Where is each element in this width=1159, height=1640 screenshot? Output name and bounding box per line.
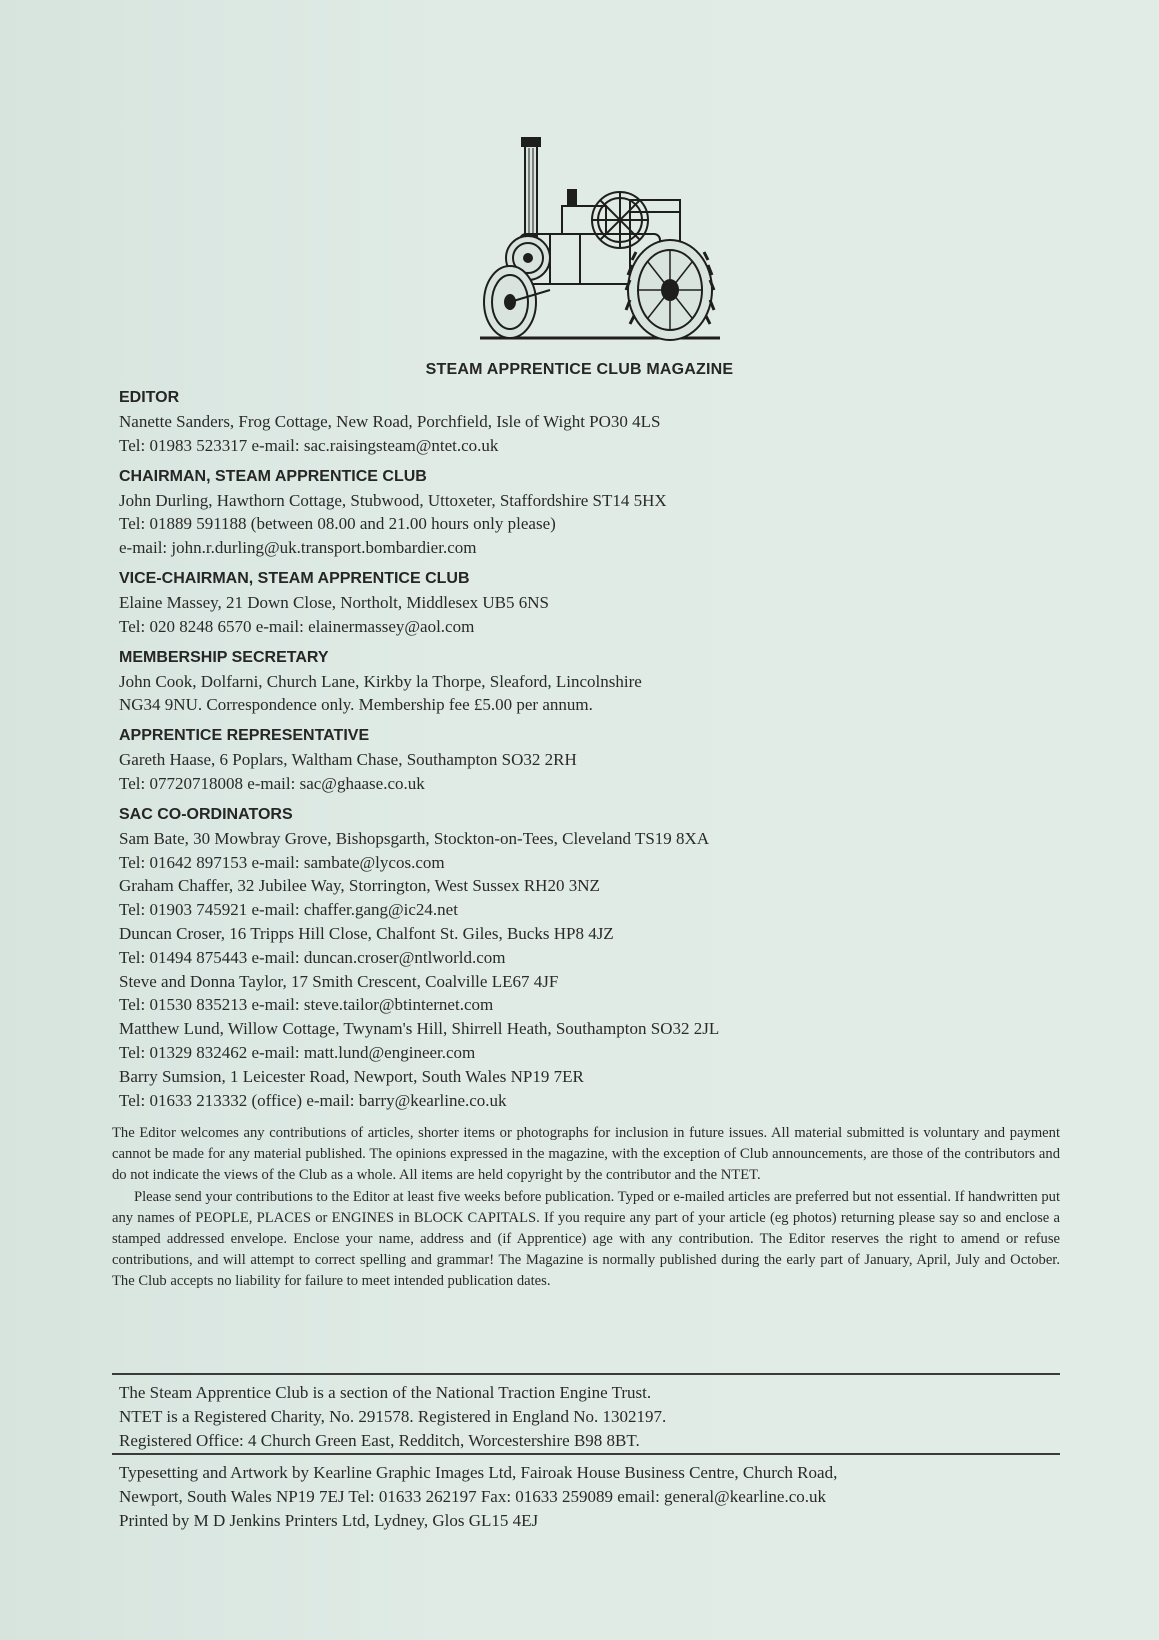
contact-line: Tel: 01903 745921 e-mail: chaffer.gang@ic24.net bbox=[119, 900, 458, 920]
section-chairman bbox=[119, 467, 1069, 560]
contact-line: Nanette Sanders, Frog Cottage, New Road, Porchfield, Isle of Wight PO30 4LS bbox=[119, 412, 661, 431]
printer-info bbox=[119, 1461, 1059, 1532]
magazine-title: STEAM APPRENTICE CLUB MAGAZINE bbox=[425, 361, 734, 378]
section-heading: VICE-CHAIRMAN, STEAM APPRENTICE CLUB bbox=[119, 569, 470, 587]
contact-line: John Cook, Dolfarni, Church Lane, Kirkby la Thorpe, Sleaford, Lincolnshire bbox=[119, 671, 642, 691]
contact-line: Steve and Donna Taylor, 17 Smith Crescent, Coalville LE67 4JF bbox=[119, 971, 559, 991]
printer-line: Typesetting and Artwork by Kearline Graphic Images Ltd, Fairoak House Business Centre, Church Road, bbox=[119, 1463, 838, 1482]
contact-line: Gareth Haase, 6 Poplars, Waltham Chase, Southampton SO32 2RH bbox=[119, 750, 577, 770]
section-membership-secretary bbox=[119, 648, 1069, 718]
traction-engine-logo bbox=[480, 130, 720, 355]
contact-line: Graham Chaffer, 32 Jubilee Way, Storrington, West Sussex RH20 3NZ bbox=[119, 876, 600, 896]
charity-line: Registered Office: 4 Church Green East, Redditch, Worcestershire B98 8BT. bbox=[119, 1430, 640, 1450]
section-heading: APPRENTICE REPRESENTATIVE bbox=[119, 727, 370, 745]
contact-line: e-mail: john.r.durling@uk.transport.bombardier.com bbox=[119, 538, 477, 558]
contact-line: Tel: 01642 897153 e-mail: sambate@lycos.com bbox=[119, 852, 445, 872]
notice-paragraph: The Editor welcomes any contributions of articles, shorter items or photographs for inclusion in future issues. All material submitted is voluntary and payment cannot be made for any material published. The opinions expressed in the magazine, with the exception of Club announcements, are those of the contributors and do not indicate the views of the Club as a whole. All items are held copyright by the contributor and the NTET. bbox=[112, 1125, 1060, 1184]
divider bbox=[112, 1453, 1060, 1455]
charity-line: The Steam Apprentice Club is a section of the National Traction Engine Trust. bbox=[119, 1383, 652, 1402]
printer-line: Newport, South Wales NP19 7EJ Tel: 01633 262197 Fax: 01633 259089 email: general@kearline.co.uk bbox=[119, 1486, 827, 1506]
charity-line: NTET is a Registered Charity, No. 291578. Registered in England No. 1302197. bbox=[119, 1406, 667, 1426]
divider bbox=[112, 1373, 1060, 1375]
section-heading: EDITOR bbox=[119, 389, 180, 406]
contact-line: Matthew Lund, Willow Cottage, Twynam's Hill, Shirrell Heath, Southampton SO32 2JL bbox=[119, 1019, 720, 1039]
contact-line: Tel: 020 8248 6570 e-mail: elainermassey@aol.com bbox=[119, 616, 475, 636]
contact-line: Tel: 07720718008 e-mail: sac@ghaase.co.uk bbox=[119, 773, 425, 793]
section-vice-chairman bbox=[119, 569, 1069, 639]
contact-line: Duncan Croser, 16 Tripps Hill Close, Chalfont St. Giles, Bucks HP8 4JZ bbox=[119, 923, 614, 943]
contact-line: Tel: 01889 591188 (between 08.00 and 21.00 hours only please) bbox=[119, 514, 556, 534]
contact-line: NG34 9NU. Correspondence only. Membership fee £5.00 per annum. bbox=[119, 695, 593, 715]
section-heading: CHAIRMAN, STEAM APPRENTICE CLUB bbox=[119, 467, 427, 485]
contact-line: Sam Bate, 30 Mowbray Grove, Bishopsgarth, Stockton-on-Tees, Cleveland TS19 8XA bbox=[119, 828, 710, 848]
contact-line: Elaine Massey, 21 Down Close, Northolt, Middlesex UB5 6NS bbox=[119, 592, 550, 612]
section-heading: MEMBERSHIP SECRETARY bbox=[119, 648, 329, 666]
contact-line: Tel: 01983 523317 e-mail: sac.raisingsteam@ntet.co.uk bbox=[119, 435, 499, 455]
notice-paragraph: Please send your contributions to the Editor at least five weeks before publication. Typed or e-mailed articles are preferred but not essential. If handwritten put any names of PEOPLE, PLACES or ENGINES in BLOCK CAPITALS. If you require any part of your article (eg photos) returning please say so and enclose a stamped addressed envelope. Enclose your name, address and (if Apprentice) age with any contribution. The Editor reserves the right to amend or refuse contributions, and will attempt to correct spelling and grammar! The Magazine is normally published during the early part of January, April, July and October. The Club accepts no liability for failure to meet intended publication dates. bbox=[112, 1188, 1060, 1290]
section-heading: SAC CO-ORDINATORS bbox=[119, 805, 293, 823]
section-editor bbox=[119, 388, 1069, 458]
editorial-notice bbox=[112, 1123, 1060, 1293]
printer-line: Printed by M D Jenkins Printers Ltd, Lydney, Glos GL15 4EJ bbox=[119, 1510, 539, 1530]
contact-line: Tel: 01530 835213 e-mail: steve.tailor@btinternet.com bbox=[119, 995, 494, 1015]
charity-info bbox=[119, 1381, 1059, 1452]
contact-line: Barry Sumsion, 1 Leicester Road, Newport, South Wales NP19 7ER bbox=[119, 1066, 584, 1086]
contact-line: Tel: 01329 832462 e-mail: matt.lund@engineer.com bbox=[119, 1042, 476, 1062]
contacts-list bbox=[119, 388, 1069, 1121]
section-coordinators bbox=[119, 805, 1069, 1113]
contact-line: John Durling, Hawthorn Cottage, Stubwood, Uttoxeter, Staffordshire ST14 5HX bbox=[119, 490, 667, 510]
contact-line: Tel: 01494 875443 e-mail: duncan.croser@ntlworld.com bbox=[119, 947, 506, 967]
contact-line: Tel: 01633 213332 (office) e-mail: barry@kearline.co.uk bbox=[119, 1090, 507, 1110]
section-apprentice-representative bbox=[119, 726, 1069, 796]
